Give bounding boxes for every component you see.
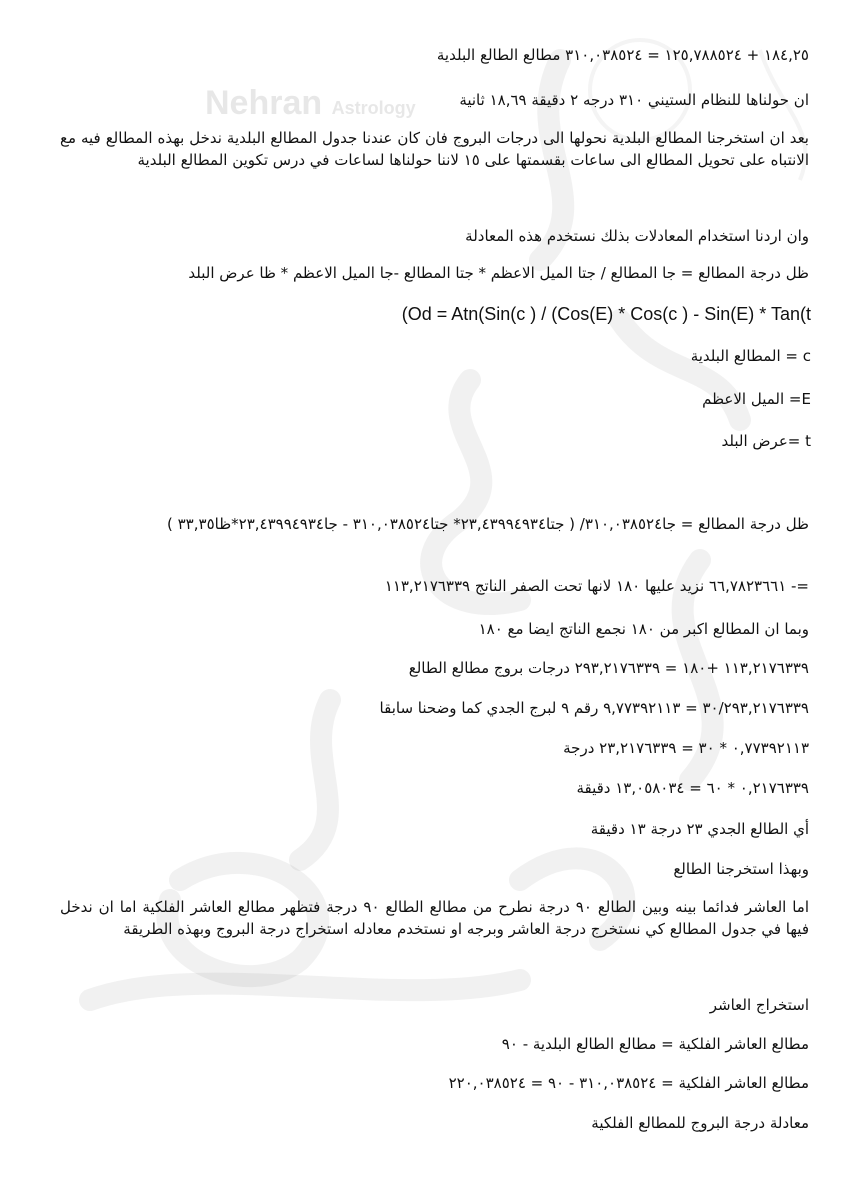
section-heading-tenth: استخراج العاشر bbox=[709, 996, 809, 1014]
calculation-line-2: =- ٦٦,٧٨٢٣٦٦١ نزيد عليها ١٨٠ لانها تحت الصفر الناتج ١١٣,٢١٧٦٣٣٩ bbox=[384, 577, 809, 595]
brand-watermark-main: Nehran bbox=[205, 84, 323, 122]
tenth-calculation-line: مطالع العاشر الفلكية = ٣١٠,٠٣٨٥٢٤ - ٩٠ = ٢٢٠,٠٣٨٥٢٤ bbox=[448, 1074, 809, 1092]
text-line-1: ١٨٤,٢٥ + ١٢٥,٧٨٨٥٢٤ = ٣١٠,٠٣٨٥٢٤ مطالع الطالع البلدية bbox=[436, 46, 809, 64]
closing-heading-line: معادلة درجة البروج للمطالع الفلكية bbox=[591, 1114, 809, 1132]
calculation-line-5: ٣٠/٢٩٣,٢١٧٦٣٣٩ = ٩,٧٧٣٩٢١١٣ رقم ٩ لبرج الجدي كما وضحنا سابقا bbox=[379, 699, 809, 717]
result-line: أي الطالع الجدي ٢٣ درجة ١٣ دقيقة bbox=[590, 820, 809, 838]
conclusion-line: وبهذا استخرجنا الطالع bbox=[673, 860, 809, 878]
text-line-4: ظل درجة المطالع = جا المطالع / جتا الميل الاعظم * جتا المطالع -جا الميل الاعظم * ظا عرض البلد bbox=[188, 264, 809, 282]
calculation-line-1: ظل درجة المطالع = جا٣١٠,٠٣٨٥٢٤/ ( جتا٢٣,٤٣٩٩٤٩٣٤* جتا٣١٠,٠٣٨٥٢٤ - جا٢٣,٤٣٩٩٤٩٣٤*ظا٣٣,٣٥ ) bbox=[167, 515, 809, 533]
definition-c: c = المطالع البلدية bbox=[690, 347, 811, 365]
definition-e: E= الميل الاعظم bbox=[702, 390, 811, 408]
calculation-line-7: ٠,٢١٧٦٣٣٩ * ٦٠ = ١٣,٠٥٨٠٣٤ دقيقة bbox=[576, 779, 809, 797]
brand-watermark-sub: Astrology bbox=[331, 98, 416, 118]
definition-t: t =عرض البلد bbox=[721, 432, 811, 450]
formula-line: (Od = Atn(Sin(c ) / (Cos(E) * Cos(c ) - Sin(E) * Tan(t bbox=[401, 304, 811, 324]
calculation-line-6: ٠,٧٧٣٩٢١١٣ * ٣٠ = ٢٣,٢١٧٦٣٣٩ درجة bbox=[563, 739, 809, 757]
text-line-3: وان اردنا استخدام المعادلات بذلك نستخدم هذه المعادلة bbox=[465, 227, 809, 245]
calculation-line-4: ١١٣,٢١٧٦٣٣٩ +١٨٠ = ٢٩٣,٢١٧٦٣٣٩ درجات بروج مطالع الطالع bbox=[408, 659, 809, 677]
tenth-formula-line: مطالع العاشر الفلكية = مطالع الطالع البلدية - ٩٠ bbox=[501, 1035, 809, 1053]
text-line-2: ان حولناها للنظام الستيني ٣١٠ درجه ٢ دقيقة ١٨,٦٩ ثانية bbox=[459, 91, 809, 109]
calculation-line-3: وبما ان المطالع اكبر من ١٨٠ نجمع الناتج ايضا مع ١٨٠ bbox=[478, 620, 809, 638]
paragraph-1: بعد ان استخرجنا المطالع البلدية نحولها الى درجات البروج فان كان عندنا جدول المطالع البلدية ندخل بهذه المطالع فيه مع الانتباه على تحويل المطالع الى ساعات بقسمتها على ١٥ لاننا حولناها لساعات في درس تكوين المطالع البلدية bbox=[60, 129, 809, 169]
paragraph-2: اما العاشر فدائما بينه وبين الطالع ٩٠ درجة نطرح من مطالع الطالع ٩٠ درجة فتظهر مطالع العاشر الفلكية اما ان ندخل فيها في جدول المطالع كي نستخرج درجة العاشر وبرجه او نستخدم معادله استخراج درجة البروج وبهذه الطريقة bbox=[60, 898, 809, 938]
